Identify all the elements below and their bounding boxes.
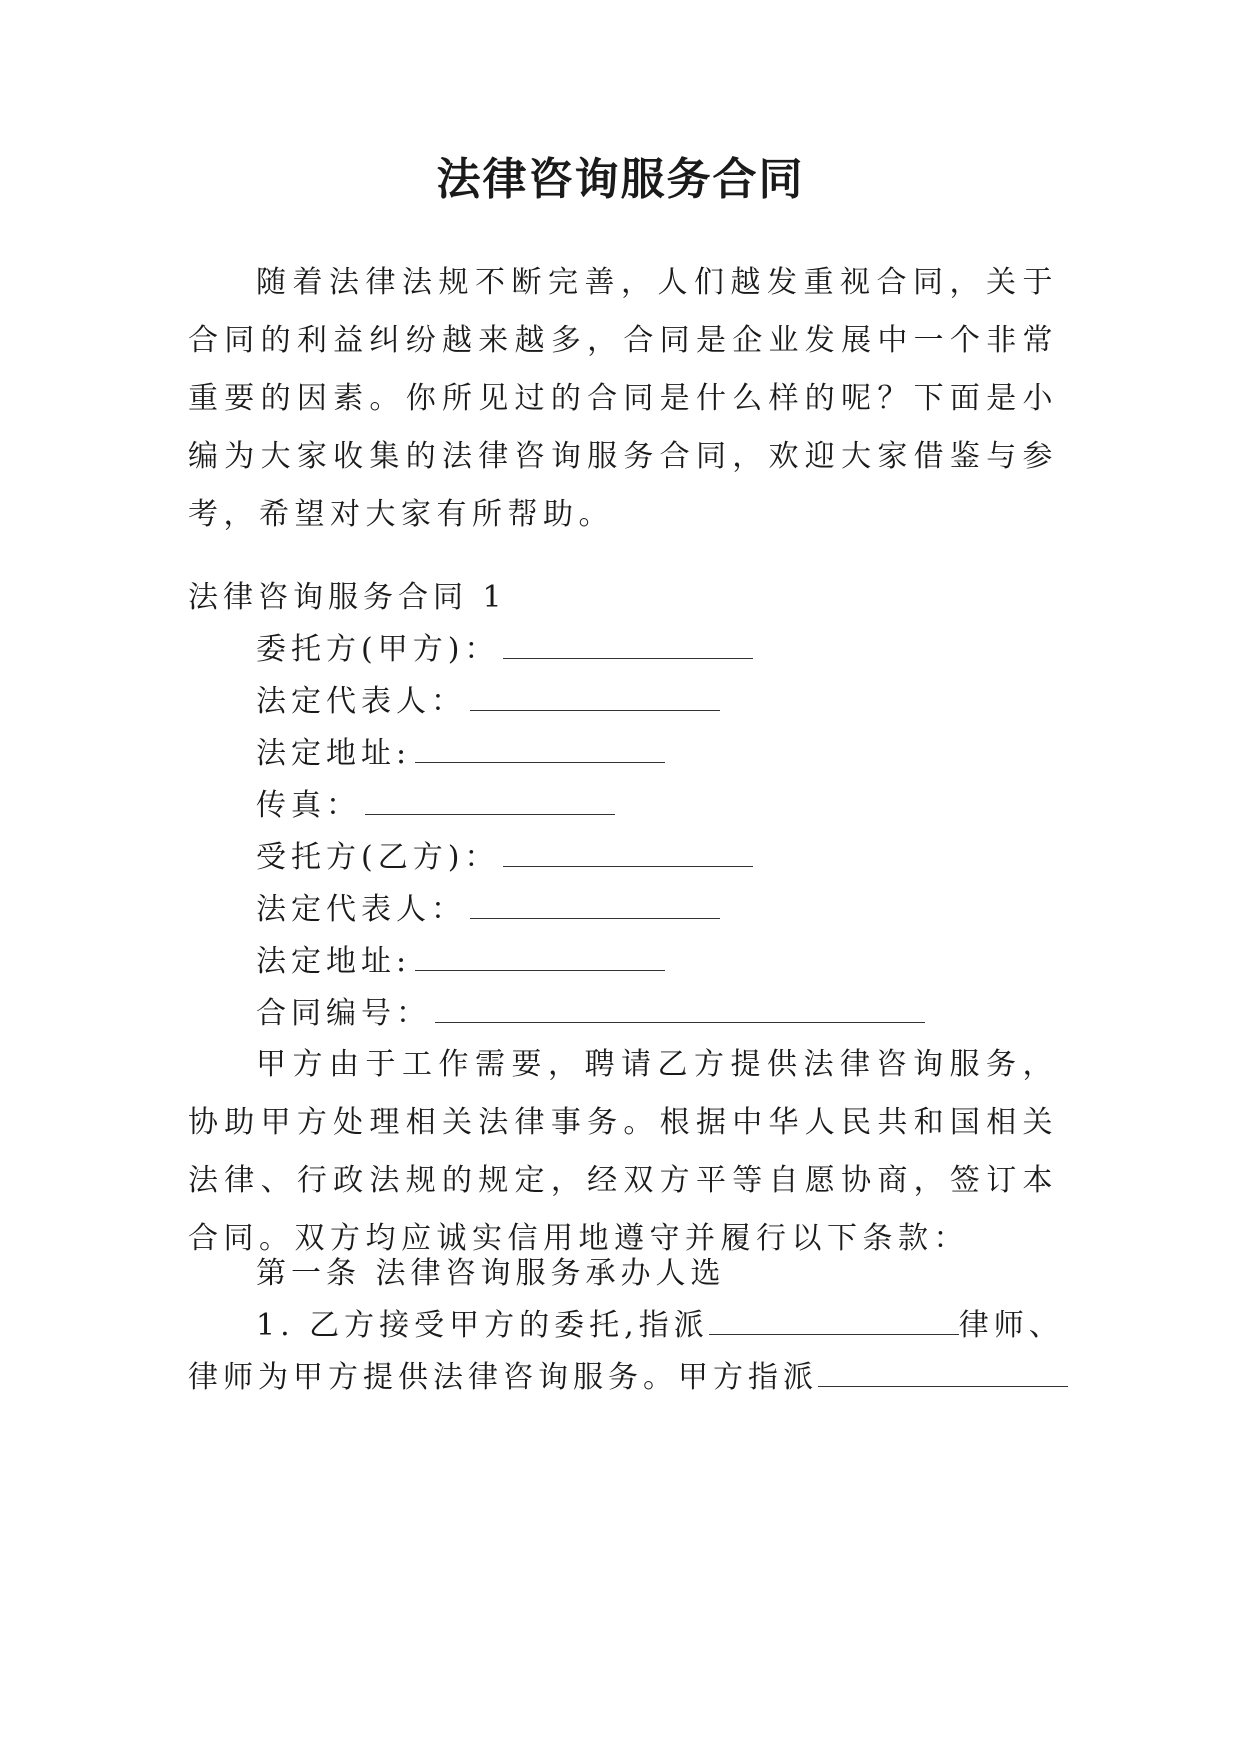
client-blank <box>503 632 753 659</box>
preamble-paragraph: 甲方由于工作需要，聘请乙方提供法律咨询服务，协助甲方处理相关法律事务。根据中华人民共和国相关法律、行政法规的规定，经双方平等自愿协商，签订本合同。双方均应诚实信用地遵守并履行以下条款： <box>188 1047 1058 1256</box>
section-title: 法律咨询服务合同 1 <box>188 580 507 615</box>
fax-label: 传真： <box>256 788 361 823</box>
fax-blank <box>365 788 615 815</box>
client-addr-blank <box>415 736 665 763</box>
agent-rep-label: 法定代表人： <box>256 892 466 927</box>
agent-rep-field <box>256 890 720 930</box>
client-label: 委托方(甲方)： <box>256 632 500 667</box>
agent-addr-blank <box>415 944 665 971</box>
clause1-line2-text: 律师为甲方提供法律咨询服务。甲方指派 <box>188 1360 818 1395</box>
clause1-suffix: 律师、 <box>958 1308 1064 1343</box>
contract-no-blank <box>435 996 925 1023</box>
clause1-line1 <box>256 1306 1064 1346</box>
clause1-assignee-blank <box>818 1360 1068 1387</box>
contract-no-field <box>256 994 925 1034</box>
client-addr-field <box>256 734 665 774</box>
client-rep-field <box>256 682 720 722</box>
agent-field <box>256 838 753 878</box>
article1-heading: 第一条 法律咨询服务承办人选 <box>256 1256 726 1291</box>
agent-rep-blank <box>470 892 720 919</box>
agent-blank <box>503 840 753 867</box>
clause1-lawyer-blank <box>709 1308 959 1335</box>
client-rep-blank <box>470 684 720 711</box>
agent-addr-field <box>256 942 665 982</box>
intro-paragraph: 随着法律法规不断完善，人们越发重视合同，关于合同的利益纠纷越来越多，合同是企业发展中一个非常重要的因素。你所见过的合同是什么样的呢？下面是小编为大家收集的法律咨询服务合同，欢迎大家借鉴与参考，希望对大家有所帮助。 <box>188 265 1058 532</box>
fax-field <box>256 786 615 826</box>
agent-label: 受托方(乙方)： <box>256 840 500 875</box>
agent-addr-label: 法定地址: <box>256 944 412 979</box>
clause1-prefix: 1. 乙方接受甲方的委托,指派 <box>256 1308 709 1343</box>
clause1-line2 <box>188 1358 1068 1398</box>
client-addr-label: 法定地址: <box>256 736 412 771</box>
client-field <box>256 630 753 670</box>
page-title: 法律咨询服务合同 <box>436 154 805 205</box>
client-rep-label: 法定代表人： <box>256 684 466 719</box>
contract-no-label: 合同编号： <box>256 996 431 1031</box>
